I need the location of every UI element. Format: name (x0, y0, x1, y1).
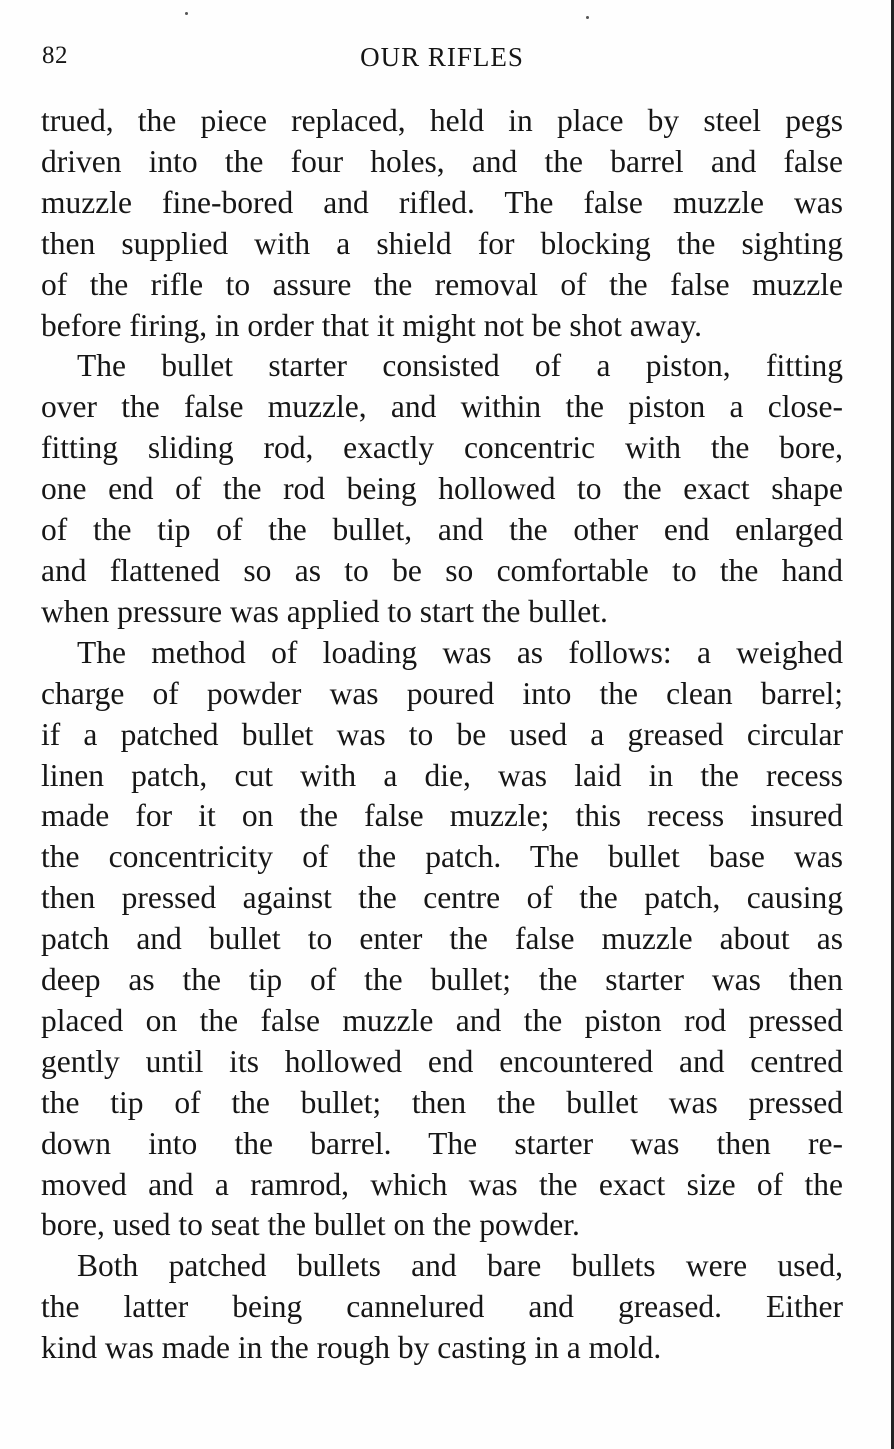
text-line: patch and bullet to enter the false muzzle about as (41, 921, 843, 957)
text-line: of the tip of the bullet, and the other end enlarged (41, 512, 843, 548)
text-line: over the false muzzle, and within the piston a close- (41, 389, 843, 425)
print-speck (185, 12, 188, 15)
text-line: gently until its hollowed end encountered and centred (41, 1043, 843, 1079)
body-text (41, 101, 843, 1369)
text-line: trued, the piece replaced, held in place by steel pegs (41, 103, 843, 138)
print-speck (586, 16, 589, 19)
text-line: the tip of the bullet; then the bullet was pressed (41, 1084, 843, 1120)
paragraph (41, 346, 843, 632)
text-line: charge of powder was poured into the clean barrel; (41, 675, 843, 711)
text-line: then supplied with a shield for blocking the sighting (41, 225, 843, 261)
text-line: of the rifle to assure the removal of the false muzzle (41, 266, 843, 302)
text-line: deep as the tip of the bullet; the starter was then (41, 962, 843, 998)
text-line: then pressed against the centre of the patch, causing (41, 880, 843, 916)
text-line: linen patch, cut with a die, was laid in the recess (41, 757, 843, 793)
paragraph (41, 101, 843, 346)
text-line: fitting sliding rod, exactly concentric with the bore, (41, 430, 843, 466)
text-line: when pressure was applied to start the bullet. (41, 593, 608, 629)
page-number: 82 (42, 42, 68, 69)
text-line: the latter being cannelured and greased. Either (41, 1289, 843, 1325)
text-line: The bullet starter consisted of a piston, fitting (77, 348, 843, 384)
text-line: one end of the rod being hollowed to the exact shape (41, 471, 843, 507)
text-line: driven into the four holes, and the barrel and false (41, 143, 843, 179)
text-line: Both patched bullets and bare bullets were used, (77, 1248, 843, 1284)
text-line: placed on the false muzzle and the piston rod pressed (41, 1002, 843, 1038)
text-line: before firing, in order that it might not be shot away. (41, 307, 703, 343)
text-line: bore, used to seat the bullet on the powder. (41, 1207, 580, 1243)
running-title: OUR RIFLES (360, 42, 524, 72)
text-line: The method of loading was as follows: a weighed (77, 634, 843, 670)
paragraph (41, 633, 843, 1247)
text-line: if a patched bullet was to be used a greased circular (41, 716, 843, 752)
text-line: the concentricity of the patch. The bullet base was (41, 839, 843, 875)
text-line: kind was made in the rough by casting in a mold. (41, 1330, 662, 1366)
text-line: made for it on the false muzzle; this recess insured (41, 798, 843, 834)
text-line: down into the barrel. The starter was then re- (41, 1125, 843, 1161)
text-line: muzzle fine-bored and rifled. The false muzzle was (41, 184, 843, 220)
text-line: moved and a ramrod, which was the exact size of the (41, 1166, 843, 1202)
paragraph (41, 1246, 843, 1369)
running-head (42, 42, 842, 78)
text-line: and flattened so as to be so comfortable to the hand (41, 552, 843, 588)
